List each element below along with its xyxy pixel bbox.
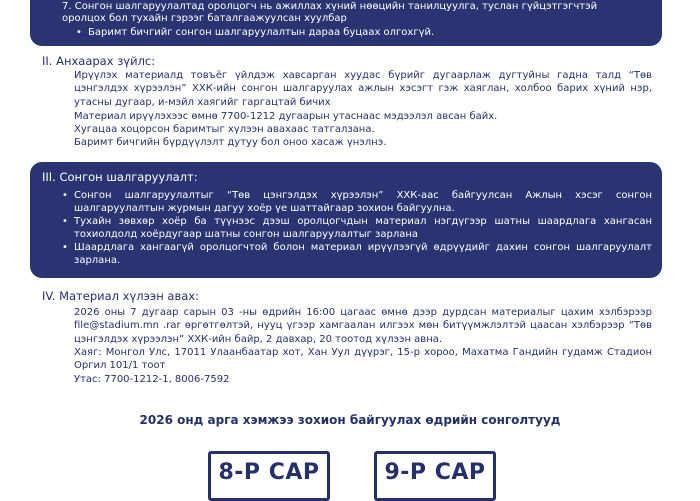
section3-heading: III. Сонгон шалгаруулалт: (42, 170, 198, 184)
requirements-box (30, 0, 662, 46)
section2-para1: Ирүүлэх материалд товъёг үйлдэж хавсарган хуудас бүрийг дугаарлаж дугтуйны гадна талд “Төв цэнгэлдэх хүрээлэн” ХХК-ийн сонгон шалгаруулах ажлын хэсэгт гэж хаяглан, холбоо барих хүний нэр, утасны дугаар, и-мэйл хаягийг гаргацтай бичих (74, 70, 652, 108)
section4-heading: IV. Материал хүлээн авах: (42, 289, 199, 303)
month-option-september[interactable]: 9-Р САР (374, 451, 496, 501)
item7-line1: 7. Сонгон шалгаруулалтад оролцогч нь ажиллах хүний нөөцийн танилцуулга, туслан гүйцэтгэгчтэй (62, 1, 598, 12)
section2-line3: Хугацаа хоцорсон баримтыг хүлээн авахаас татгалзана. (74, 124, 375, 135)
section3-bullet-1: • Сонгон шалгаруулалтыг “Төв цэнгэлдэх хүрээлэн” ХХК-аас байгуулсан Ажлын хэсэг сонгон шалгаруулалтын журмын дагуу хоёр үе шаттайгаар зохион байгуулна. (60, 189, 652, 215)
section2-heading: II. Анхаарах зүйлс: (42, 54, 156, 68)
schedule-title: 2026 онд арга хэмжээ зохион байгуулах өдрийн сонголтууд (139, 413, 561, 427)
section3-bullet-2: • Тухайн зөвхөр хоёр ба түүнээс дээш оролцогчдын материал нэгдүгээр шатны шаардлага хангасан тохиолдолд хоёрдугаар шатны сонгон шалгаруулалтыг зарлана (60, 215, 652, 241)
section2-line2: Материал ирүүлэхээс өмнө 7700-1212 дугаарын утаснаас мэдээлэл авсан байх. (74, 111, 498, 122)
section3-bullet-3: • Шаардлага хангаагүй оролцогчтой болон материал ирүүлээгүй өдрүүдийг дахин сонгон шалгаруулалт зарлана. (60, 241, 652, 267)
section2-line4: Баримт бичгийн бүрдүүлэлт дутуу бол оноо хасаж үнэлнэ. (74, 137, 387, 148)
documents-not-returned-note: • Баримт бичгийг сонгон шалгаруулалтын дараа буцаах олгохгүй. (74, 26, 648, 39)
month-option-august[interactable]: 8-Р САР (208, 451, 330, 501)
address-text: Хаяг: Монгол Улс, 17011 Улаанбаатар хот, Хан Уул дүүрэг, 15-р хороо, Махатма Гандийн гудамж Стадион Оргил 101/1 тоот (74, 347, 652, 372)
phone-text: Утас: 7700-1212-1, 8006-7592 (74, 374, 230, 385)
section4-para: 2026 оны 7 дугаар сарын 03 -ны өдрийн 16:00 цагаас өмнө дээр дурдсан материалыг цахим хэлбэрээр file@stadium.mn .rar өргөтгөлтэй, нууц үгээр хамгаалан илгээх мөн битүүмжлэлтэй цаасан хэлбэрээр “Төв цэнгэлдэх хүрээлэн” ХХК-ийн байр, 2 давхар, 20 тоотод хүлээн авна. (74, 307, 652, 345)
item7-line2: оролцох бол тухайн гэрээг баталгаажуулсан хуулбар (62, 13, 347, 24)
selection-process-box (30, 162, 662, 278)
